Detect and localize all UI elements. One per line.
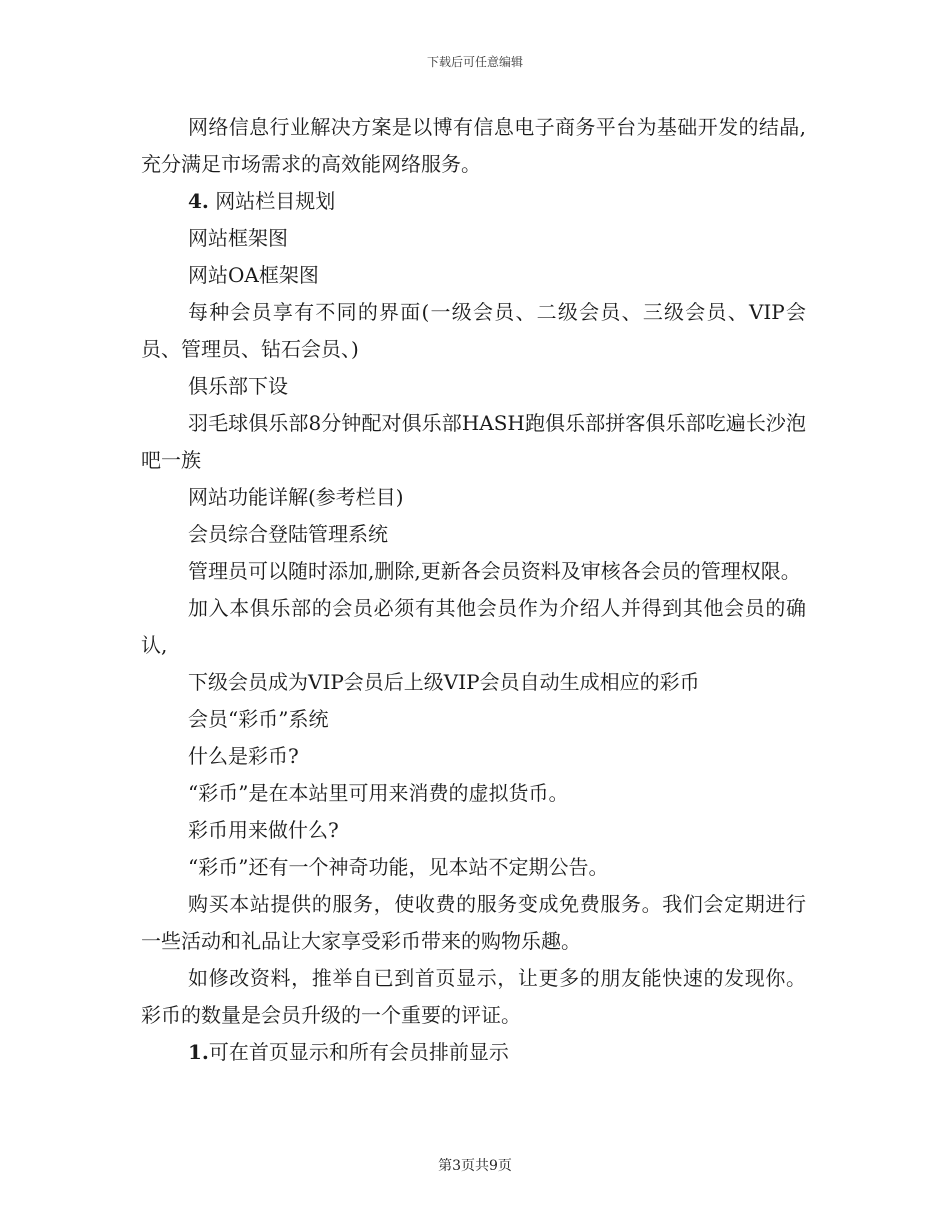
paragraph: “彩币”是在本站里可用来消费的虚拟货币。	[188, 781, 569, 805]
section-heading	[141, 183, 806, 220]
paragraph: 网络信息行业解决方案是以博有信息电子商务平台为基础开发的结晶,充分满足市场需求的高效能网络服务。	[141, 115, 806, 176]
paragraph: 会员综合登陆管理系统	[188, 522, 388, 546]
section-number: 4.	[188, 189, 209, 213]
list-number: 1.	[188, 1040, 209, 1064]
paragraph: 购买本站提供的服务，使收费的服务变成免费服务。我们会定期进行一些活动和礼品让大家享受彩币带来的购物乐趣。	[141, 892, 806, 953]
list-item	[141, 1034, 806, 1071]
paragraph: 如修改资料，推举自已到首页显示，让更多的朋友能快速的发现你。彩币的数量是会员升级的一个重要的评证。	[141, 966, 806, 1027]
paragraph: 俱乐部下设	[188, 374, 288, 398]
paragraph: 会员“彩币”系统	[188, 707, 329, 731]
paragraph: 下级会员成为VIP会员后上级VIP会员自动生成相应的彩币	[188, 670, 700, 694]
paragraph: 网站功能详解(参考栏目)	[188, 485, 404, 509]
paragraph: 网站OA框架图	[188, 263, 319, 287]
paragraph: 羽毛球俱乐部8分钟配对俱乐部HASH跑俱乐部拼客俱乐部吃遍长沙泡吧一族	[141, 411, 806, 472]
paragraph: 彩币用来做什么?	[188, 818, 339, 842]
paragraph: 什么是彩币?	[188, 744, 299, 768]
section-title: 网站栏目规划	[215, 189, 336, 213]
page-header: 下载后可任意编辑	[426, 55, 523, 69]
document-body	[141, 109, 806, 1071]
paragraph: 管理员可以随时添加,删除,更新各会员资料及审核各会员的管理权限。	[188, 559, 801, 583]
list-item-text: 可在首页显示和所有会员排前显示	[208, 1040, 509, 1064]
paragraph: 加入本俱乐部的会员必须有其他会员作为介绍人并得到其他会员的确认,	[141, 596, 806, 657]
paragraph: 网站框架图	[188, 226, 288, 250]
paragraph: 每种会员享有不同的界面(一级会员、二级会员、三级会员、VIP会员、管理员、钻石会员、)	[141, 300, 806, 361]
page-footer: 第3页共9页	[438, 1158, 512, 1174]
paragraph: “彩币”还有一个神奇功能，见本站不定期公告。	[188, 855, 609, 879]
